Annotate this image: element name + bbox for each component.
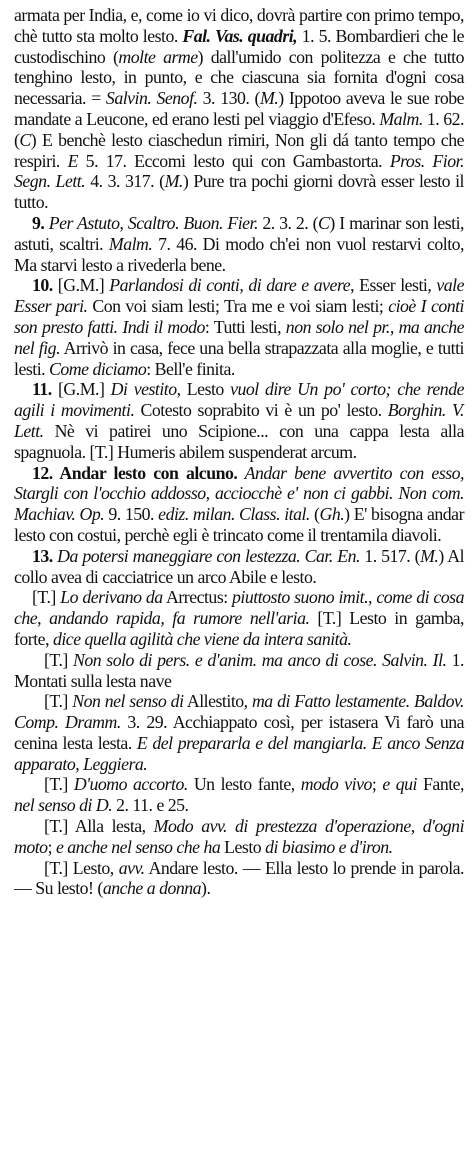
entry-text-segment: Non nel senso di <box>72 691 184 712</box>
entry-text-segment: Arrivò in casa, fece una bella strapazzata alla moglie, e tutti lesti. <box>14 337 465 379</box>
entry-text-segment: Lesto <box>220 836 266 857</box>
entry-text-segment: Scaltro. Buon. Fier. <box>127 212 258 233</box>
entry-text-segment: non solo nel pr., ma anche nel fig. <box>14 316 465 358</box>
entry-text-segment: dice quella agilità che viene da intera sanità. <box>52 628 352 649</box>
entry-text-segment: Borghin. V. Lett. <box>14 400 464 441</box>
entry-text-segment: 3. 130. ( <box>197 88 260 109</box>
entry-text-segment: ) E' bisogna andar lesto con costui, perchè egli è trincato come il trentamila diavoli. <box>14 504 464 545</box>
entry-text-segment: Cotesto soprabito vi è un po' lesto. <box>134 400 388 421</box>
entry-text-segment: M. <box>259 88 279 109</box>
entry-text-segment: Non solo di pers. e d'anim. ma anco di cose. Salvin. Il. <box>73 649 447 670</box>
dictionary-entry <box>14 774 464 816</box>
entry-text-segment: ) Al collo avea di cacciatrice un arco Abile e lesto. <box>14 545 465 587</box>
entry-text-segment: Allestito, <box>183 691 252 712</box>
dictionary-entry <box>14 650 464 692</box>
entry-text-segment: 3. 29. Acchiappato così, per istasera Vi farò una cenina lesta lesta. <box>14 712 464 753</box>
entry-text-segment: 1. Montati sulla lesta nave <box>14 649 464 691</box>
entry-text-segment: 10. <box>32 275 53 296</box>
entry-text-segment: ) dall'umido con politezza e che tutto tenghino lesto, in punto, e che ciascuna sia fornita d'ogni cosa necessaria. = <box>14 46 464 109</box>
entry-text-segment: : Bell'e finita. <box>146 358 235 379</box>
entry-text-segment: ) Ippotoo aveva le sue robe mandate a Leucone, ed erano lesti pel viaggio d'Efeso. <box>14 88 464 129</box>
entry-text-segment: ; <box>371 774 383 795</box>
entry-text-segment: [T.] Lesto, <box>44 857 119 878</box>
entry-text-segment: [G.M.] <box>52 275 110 296</box>
entry-text-segment: ) Pure tra pochi giorni dovrà esser lesto il tutto. <box>14 171 464 213</box>
entry-text-segment: Fante, <box>417 774 464 795</box>
entry-text-segment: 1. 5. Bombardieri che le custodischino ( <box>14 25 464 67</box>
entry-text-segment: Fal. Vas. quadri, <box>182 25 298 46</box>
entry-text-segment: Arrectus: <box>162 587 233 608</box>
entry-text-segment: ) I marinar son lesti, astuti, scaltri. <box>14 212 464 254</box>
entry-text-segment: 2. 3. 2. ( <box>257 212 319 233</box>
entry-text-segment: [T.] Alla lesta, <box>44 816 154 837</box>
dictionary-entry <box>14 691 464 774</box>
entry-text-segment: di biasimo e d'iron. <box>265 836 393 857</box>
entry-text-segment: ( <box>309 504 320 525</box>
entry-text-segment: [T.] <box>32 587 61 608</box>
entry-text-segment: Malm. <box>108 233 153 254</box>
entry-text-segment: C <box>318 212 330 233</box>
entry-text-segment: ediz. milan. Class. ital. <box>158 504 310 525</box>
entry-text-segment: 1. 517. ( <box>359 545 421 566</box>
entry-text-segment: vuol dire Un po' corto; che rende agili i movimenti. <box>14 379 464 421</box>
entry-text-segment: ) E benchè lesto ciaschedun rimiri, Non gli dá tanto tempo che respiri. <box>14 129 464 171</box>
entry-text-segment: [T.] Lesto in gamba, forte, <box>14 608 464 649</box>
dictionary-entry <box>14 546 464 588</box>
entry-text-segment: 9. 150. <box>104 504 159 525</box>
entry-text-segment: [T.] <box>44 691 73 712</box>
dictionary-entry <box>14 275 464 379</box>
entry-text-segment: [T.] <box>44 649 73 670</box>
entry-text-segment: E del prepararla e del mangiarla. E anco Senza apparato, Leggiera. <box>14 732 464 774</box>
entry-text-segment: 13. <box>32 545 53 566</box>
entry-text-segment: e anche nel senso che ha <box>55 836 221 857</box>
entry-text-segment: [T.] <box>44 774 74 795</box>
entry-text-segment: ma di Fatto lestamente. Baldov. Comp. Dramm. <box>14 691 464 733</box>
entry-text-segment: , Lesto <box>176 379 231 400</box>
entry-text-segment: anche a donna <box>102 878 202 899</box>
entry-text-segment: Di vestito <box>110 379 177 400</box>
dictionary-entry <box>14 213 464 275</box>
entry-text-segment: avv. <box>118 857 145 878</box>
entry-text-segment: Pros. Fior. Segn. Lett. <box>14 150 464 192</box>
dictionary-entry <box>14 463 464 546</box>
entry-text-segment: 12. Andar lesto con alcuno. <box>32 462 238 483</box>
entry-text-segment: M. <box>420 545 439 566</box>
entry-text-segment: 5. 17. Eccomi lesto qui con Gambastorta. <box>77 150 390 171</box>
entry-text-segment: e qui <box>382 774 418 795</box>
entry-text-segment: piuttosto suono imit., come di cosa che, andando rapida, fa rumore nell'aria. <box>14 587 464 629</box>
entry-text-segment: Parlandosi di conti, di dare e avere <box>109 275 351 296</box>
entry-text-segment: Gh. <box>319 504 345 525</box>
entry-text-segment: Come diciamo <box>49 358 147 379</box>
entry-text-segment: C <box>19 129 31 150</box>
dictionary-entry <box>14 587 464 649</box>
dictionary-entry <box>14 816 464 858</box>
entry-text-segment: : Tutti lesti, <box>204 316 286 337</box>
entry-text-segment: , Esser lesti, <box>350 275 437 296</box>
entry-text-segment: 7. 46. Di modo ch'ei non vuol restarvi colto, Ma starvi lesto a rivederla bene. <box>14 233 464 275</box>
entry-text-segment: Andar bene avvertito con esso, Stargli con l'occhio addosso, acciocchè e' non ci gabbi. Non com. Machiav. Op. <box>14 462 464 525</box>
entry-text-segment: Nè vi patirei uno Scipione... con una cappa lesta alla spagnuola. [T.] Humeris abilem suspenderat arcum. <box>14 420 464 462</box>
entry-text-segment: M. <box>164 171 183 192</box>
entry-text-segment: 1. 62. ( <box>14 108 464 150</box>
entry-text-segment: Andare lesto. — Ella lesto lo prende in parola. — Su lesto! ( <box>14 857 465 899</box>
entry-text-segment: [G.M.] <box>51 379 111 400</box>
entry-text-segment: ; <box>47 836 56 857</box>
entry-text-segment: 2. 11. e 25. <box>112 795 189 816</box>
entry-text-segment: armata per India, e, come io vi dico, dovrà partire con primo tempo, chè tutto sta molto lesto. <box>14 5 464 46</box>
entry-text-segment: 9. <box>32 212 45 233</box>
entry-text-segment: Modo avv. di prestezza d'operazione, d'ogni moto <box>14 816 465 857</box>
entry-text-segment: nel senso di D. <box>14 795 113 816</box>
entry-text-segment: Lo derivano da <box>60 587 163 608</box>
entry-text-segment: ). <box>201 878 211 899</box>
entry-text-segment: Da potersi maneggiare con lestezza. Car. En. <box>52 545 360 566</box>
entry-text-segment: , <box>119 212 128 233</box>
dictionary-entry <box>14 379 464 462</box>
dictionary-entry <box>14 5 464 213</box>
entry-text-segment: Malm. <box>379 108 423 129</box>
entry-text-segment: Per Astuto <box>44 212 120 233</box>
entry-text-segment: molte arme <box>118 46 198 67</box>
entry-text-segment: E <box>67 150 78 171</box>
entry-text-segment: Un lesto fante, <box>187 774 301 795</box>
dictionary-entry <box>14 858 464 900</box>
entry-text-segment: modo vivo <box>300 774 372 795</box>
entry-text-segment: 11. <box>32 379 52 400</box>
entry-text-segment: Salvin. Senof. <box>105 88 198 109</box>
entry-text-segment: vale Esser pari. <box>14 275 464 317</box>
entry-text-segment: cioè I conti son presto fatti. Indi il modo <box>14 296 465 337</box>
entry-text-segment: D'uomo accorto. <box>73 774 188 795</box>
entry-text-segment: 4. 3. 317. ( <box>85 171 165 192</box>
entry-text-segment: Con voi siam lesti; Tra me e voi siam lesti; <box>87 296 389 317</box>
